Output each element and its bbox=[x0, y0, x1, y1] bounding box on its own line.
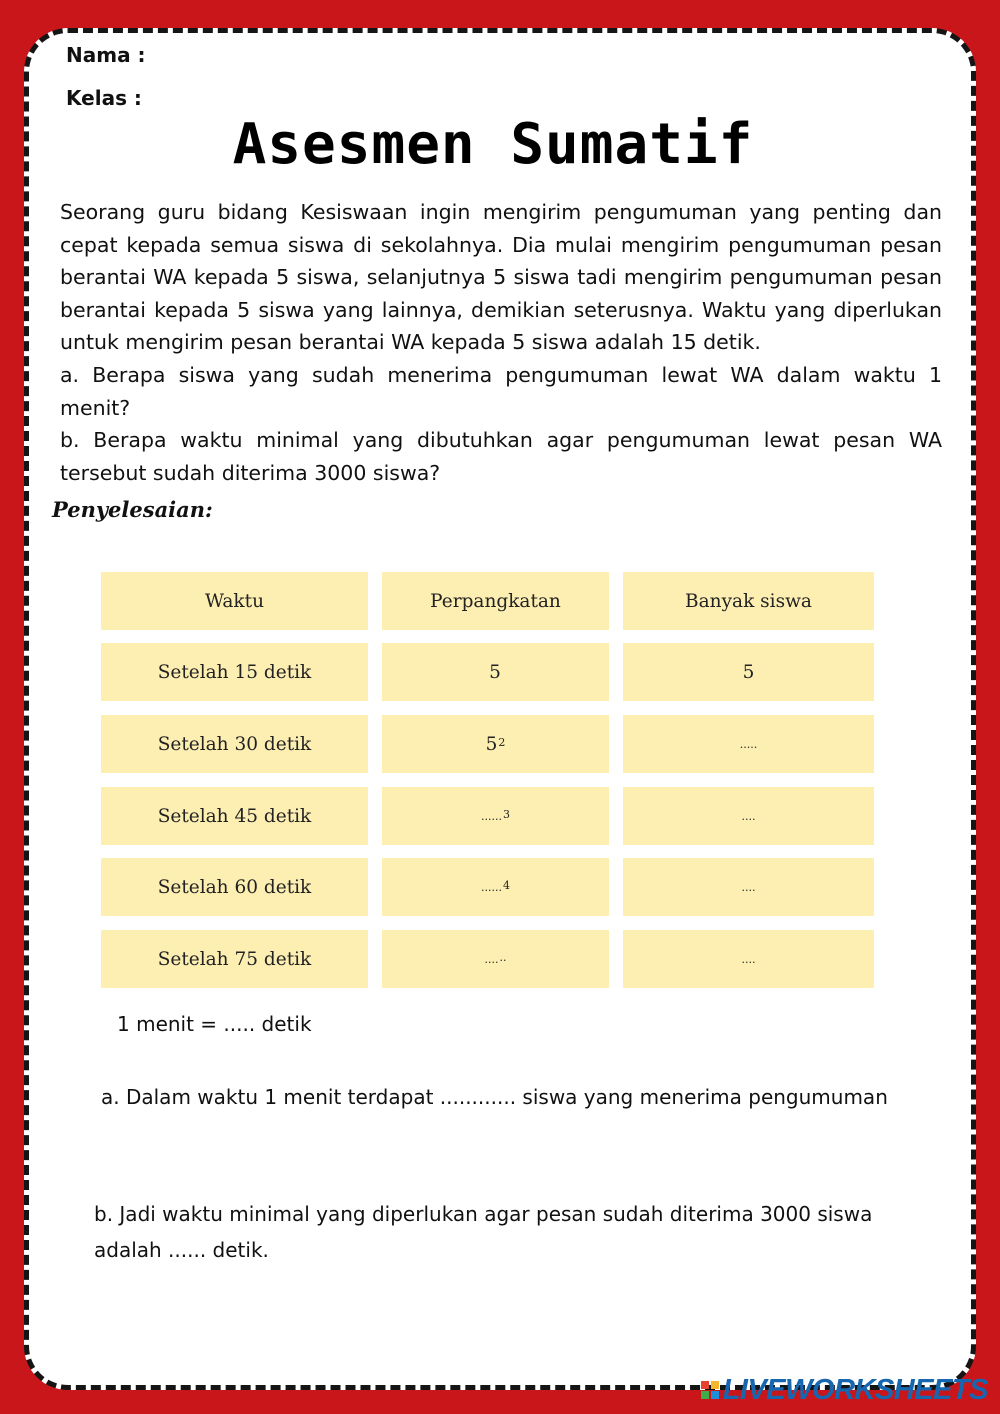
table-cell-students-blank[interactable]: .... bbox=[623, 787, 874, 845]
class-field-label: Kelas : bbox=[66, 86, 142, 110]
table-cell-students-blank[interactable]: .... bbox=[623, 858, 874, 916]
table-cell-power bbox=[382, 715, 609, 773]
table-cell-power-blank[interactable] bbox=[382, 858, 609, 916]
minute-conversion: 1 menit = ..... detik bbox=[117, 1012, 312, 1036]
power-base-blank[interactable]: .... bbox=[484, 952, 499, 966]
table-cell-time: Setelah 45 detik bbox=[101, 787, 368, 845]
liveworksheets-logo-text: LIVEWORKSHEETS bbox=[722, 1373, 988, 1406]
name-field-label: Nama : bbox=[66, 43, 146, 67]
power-exponent: 3 bbox=[502, 807, 510, 821]
power-base-blank[interactable]: ...... bbox=[481, 809, 502, 823]
power-exponent: 4 bbox=[502, 878, 510, 892]
table-cell-time: Setelah 30 detik bbox=[101, 715, 368, 773]
table-cell-students-blank[interactable]: .... bbox=[623, 930, 874, 988]
page-title: Asesmen Sumatif bbox=[232, 112, 754, 177]
table-cell-students-blank[interactable]: ..... bbox=[623, 715, 874, 773]
liveworksheets-logo-icon bbox=[701, 1381, 719, 1399]
answer-b: b. Jadi waktu minimal yang diperlukan agar pesan sudah diterima 3000 siswa adalah ...... detik. bbox=[94, 1202, 873, 1262]
table-header-power: Perpangkatan bbox=[382, 572, 609, 630]
power-exponent-blank[interactable]: .. bbox=[499, 950, 507, 964]
power-base: 5 bbox=[489, 661, 501, 683]
power-base-blank[interactable]: ...... bbox=[481, 880, 502, 894]
table-header-time: Waktu bbox=[101, 572, 368, 630]
answer-a: a. Dalam waktu 1 menit terdapat ............ siswa yang menerima pengumuman bbox=[101, 1085, 888, 1109]
table-cell-time: Setelah 60 detik bbox=[101, 858, 368, 916]
question-a: a. Berapa siswa yang sudah menerima pengumuman lewat WA dalam waktu 1 menit? bbox=[60, 362, 942, 420]
liveworksheets-logo bbox=[701, 1373, 988, 1407]
table-cell-time: Setelah 75 detik bbox=[101, 930, 368, 988]
problem-intro: Seorang guru bidang Kesiswaan ingin mengirim pengumuman yang penting dan cepat kepada semua siswa di sekolahnya. Dia mulai mengirim pengumuman pesan berantai WA kepada 5 siswa, selanjutnya 5 siswa tadi mengirim pengumuman pesan berantai kepada 5 siswa yang lainnya, demikian seterusnya. Waktu yang diperlukan untuk mengirim pesan berantai WA kepada 5 siswa adalah 15 detik. bbox=[60, 200, 942, 355]
table-cell-power-blank[interactable] bbox=[382, 787, 609, 845]
table-header-students: Banyak siswa bbox=[623, 572, 874, 630]
table-cell-power-blank[interactable] bbox=[382, 930, 609, 988]
solution-heading: Penyelesaian: bbox=[52, 497, 213, 522]
question-b: b. Berapa waktu minimal yang dibutuhkan agar pengumuman lewat pesan WA tersebut sudah diterima 3000 siswa? bbox=[60, 428, 942, 485]
power-exponent: 2 bbox=[498, 735, 506, 749]
power-base: 5 bbox=[485, 733, 498, 755]
table-cell-students: 5 bbox=[623, 643, 874, 701]
problem-text bbox=[60, 196, 942, 489]
table-cell-power bbox=[382, 643, 609, 701]
table-cell-time: Setelah 15 detik bbox=[101, 643, 368, 701]
